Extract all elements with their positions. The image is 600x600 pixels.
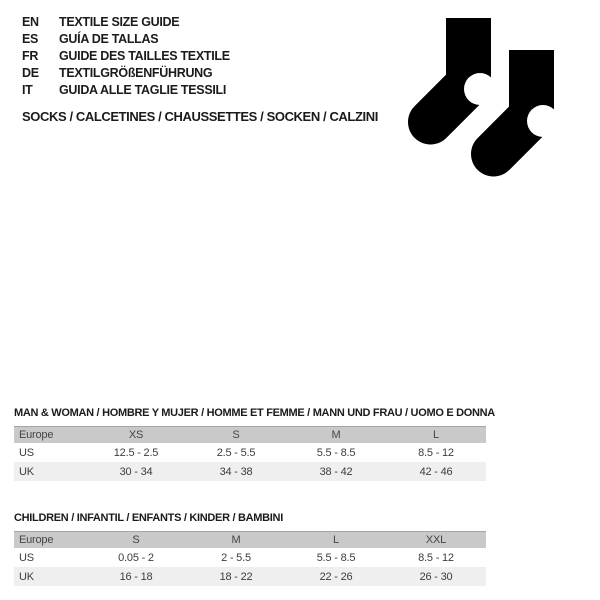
language-title: TEXTILGRÖßENFÜHRUNG <box>59 65 213 80</box>
column-header: L <box>333 534 339 546</box>
table-row-uk <box>14 567 486 586</box>
column-header: XXL <box>425 534 447 546</box>
language-code: DE <box>22 65 39 80</box>
column-header: S <box>232 429 240 441</box>
language-row-it <box>22 81 230 98</box>
table-title-man-woman: MAN & WOMAN / HOMBRE Y MUJER / HOMME ET FEMME / MANN UND FRAU / UOMO E DONNA <box>14 407 495 419</box>
language-title: GUIDA ALLE TAGLIE TESSILI <box>59 82 227 97</box>
table-row-uk <box>14 462 486 481</box>
language-row-en <box>22 13 230 30</box>
column-header: XS <box>128 429 144 441</box>
size-value: 16 - 18 <box>119 570 153 583</box>
table-row-us <box>14 548 486 567</box>
size-value: 2.5 - 5.5 <box>216 446 256 459</box>
socks-icon <box>400 0 600 190</box>
language-code: IT <box>22 82 33 97</box>
column-header: Europe <box>19 534 54 546</box>
size-table-man-woman <box>14 426 486 481</box>
size-table-children <box>14 531 486 586</box>
column-header: S <box>132 534 140 546</box>
language-row-fr <box>22 47 230 64</box>
size-value: 22 - 26 <box>319 570 353 583</box>
row-label: US <box>19 446 34 459</box>
size-value: 0.05 - 2 <box>118 551 154 564</box>
sock-right-icon <box>494 50 560 154</box>
size-value: 5.5 - 8.5 <box>316 551 356 564</box>
category-title: SOCKS / CALCETINES / CHAUSSETTES / SOCKEN / CALZINI <box>22 109 378 124</box>
language-code: ES <box>22 31 39 46</box>
size-value: 2 - 5.5 <box>221 551 251 564</box>
language-code: FR <box>22 48 39 63</box>
column-header: L <box>433 429 439 441</box>
size-value: 34 - 38 <box>219 465 253 478</box>
size-value: 8.5 - 12 <box>418 446 454 459</box>
language-title: TEXTILE SIZE GUIDE <box>59 14 180 29</box>
language-title: GUIDE DES TAILLES TEXTILE <box>59 48 230 63</box>
table-header-row <box>14 531 486 548</box>
row-label: UK <box>19 570 34 583</box>
table-row-us <box>14 443 486 462</box>
size-value: 30 - 34 <box>119 465 153 478</box>
row-label: US <box>19 551 34 564</box>
column-header: M <box>331 429 341 441</box>
column-header: M <box>231 534 241 546</box>
column-header: Europe <box>19 429 54 441</box>
size-value: 12.5 - 2.5 <box>113 446 159 459</box>
row-label: UK <box>19 465 34 478</box>
sock-left-icon <box>431 18 497 122</box>
size-value: 5.5 - 8.5 <box>316 446 356 459</box>
table-title-children: CHILDREN / INFANTIL / ENFANTS / KINDER / BAMBINI <box>14 512 283 524</box>
language-title: GUÍA DE TALLAS <box>59 31 159 46</box>
language-list <box>22 13 230 98</box>
size-value: 38 - 42 <box>319 465 353 478</box>
language-row-de <box>22 64 230 81</box>
table-header-row <box>14 426 486 443</box>
language-row-es <box>22 30 230 47</box>
language-code: EN <box>22 14 39 29</box>
size-value: 18 - 22 <box>219 570 253 583</box>
size-value: 42 - 46 <box>419 465 453 478</box>
size-value: 8.5 - 12 <box>418 551 454 564</box>
size-value: 26 - 30 <box>419 570 453 583</box>
